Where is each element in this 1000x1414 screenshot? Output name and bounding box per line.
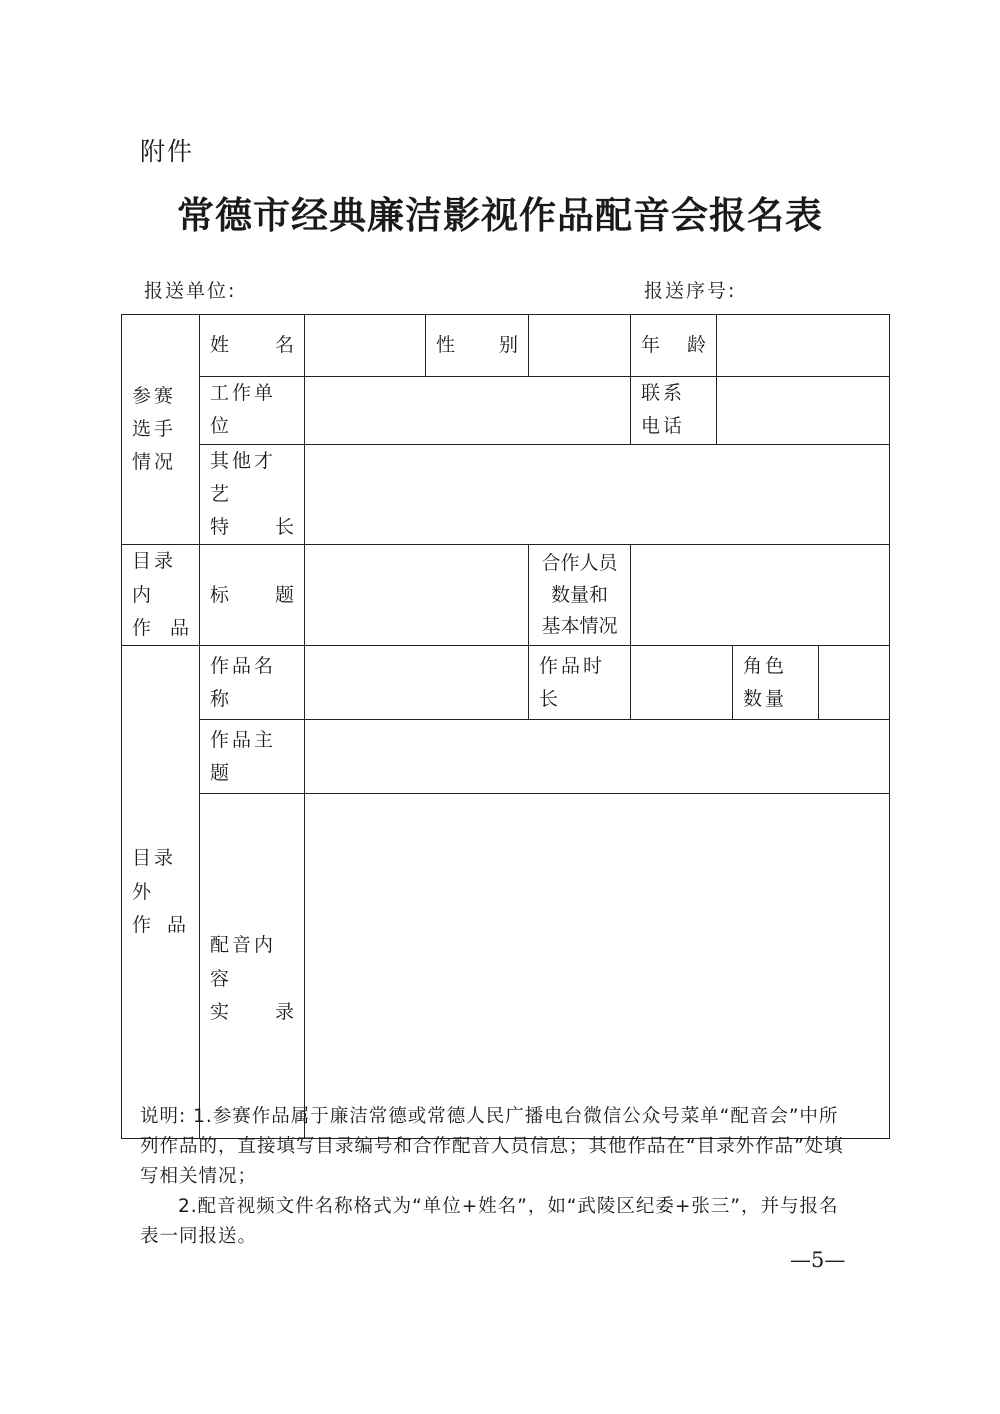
title-label: 标 题 [200, 545, 305, 646]
phone-field[interactable] [717, 377, 890, 445]
role-count-label: 角色数量 [733, 646, 819, 720]
work-name-field[interactable] [305, 646, 529, 720]
page-number: —5— [790, 1248, 846, 1272]
note-paragraph-2: 2.配音视频文件名称格式为“单位+姓名”，如“武陵区纪委+张三”，并与报名表一同报送。 [140, 1196, 839, 1247]
gender-label: 性 别 [426, 315, 529, 377]
catalog-section-label: 目录内 作 品 [122, 545, 200, 646]
age-label: 年 龄 [631, 315, 717, 377]
table-row [122, 646, 890, 720]
submitting-unit-label: 报送单位: [144, 280, 237, 302]
work-theme-label: 作品主题 [200, 720, 305, 794]
transcript-label: 配音内容 实 录 [200, 794, 305, 1139]
work-theme-field[interactable] [305, 720, 890, 794]
table-row [122, 794, 890, 1139]
gender-field[interactable] [529, 315, 631, 377]
collaborators-field[interactable] [631, 545, 890, 646]
age-field[interactable] [717, 315, 890, 377]
registration-form-table [121, 314, 890, 1139]
collaborators-label: 合作人员 数量和 基本情况 [529, 545, 631, 646]
work-duration-label: 作品时长 [529, 646, 631, 720]
table-row [122, 444, 890, 545]
name-label: 姓 名 [200, 315, 305, 377]
external-section-label: 目录外 作 品 [122, 646, 200, 1139]
work-unit-label: 工作单位 [200, 377, 305, 445]
phone-label: 联系电话 [631, 377, 717, 445]
name-field[interactable] [305, 315, 426, 377]
table-row [122, 545, 890, 646]
talents-label: 其他才艺 特 长 [200, 444, 305, 545]
submission-number-label: 报送序号: [644, 280, 737, 302]
note-paragraph-1: 说明: 1.参赛作品属于廉洁常德或常德人民广播电台微信公众号菜单“配音会”中所列作品的，直接填写目录编号和合作配音人员信息；其他作品在“目录外作品”处填写相关情况； [140, 1106, 844, 1187]
form-notes [140, 1102, 845, 1252]
role-count-field[interactable] [819, 646, 890, 720]
talents-field[interactable] [305, 444, 890, 545]
attachment-label: 附件 [140, 137, 195, 166]
table-row [122, 720, 890, 794]
form-title: 常德市经典廉洁影视作品配音会报名表 [177, 193, 823, 237]
title-field[interactable] [305, 545, 529, 646]
participant-section-label: 参赛选手情况 [122, 315, 200, 545]
transcript-field[interactable] [305, 794, 890, 1139]
work-duration-field[interactable] [631, 646, 733, 720]
table-row [122, 377, 890, 445]
table-row [122, 315, 890, 377]
work-name-label: 作品名称 [200, 646, 305, 720]
work-unit-field[interactable] [305, 377, 631, 445]
